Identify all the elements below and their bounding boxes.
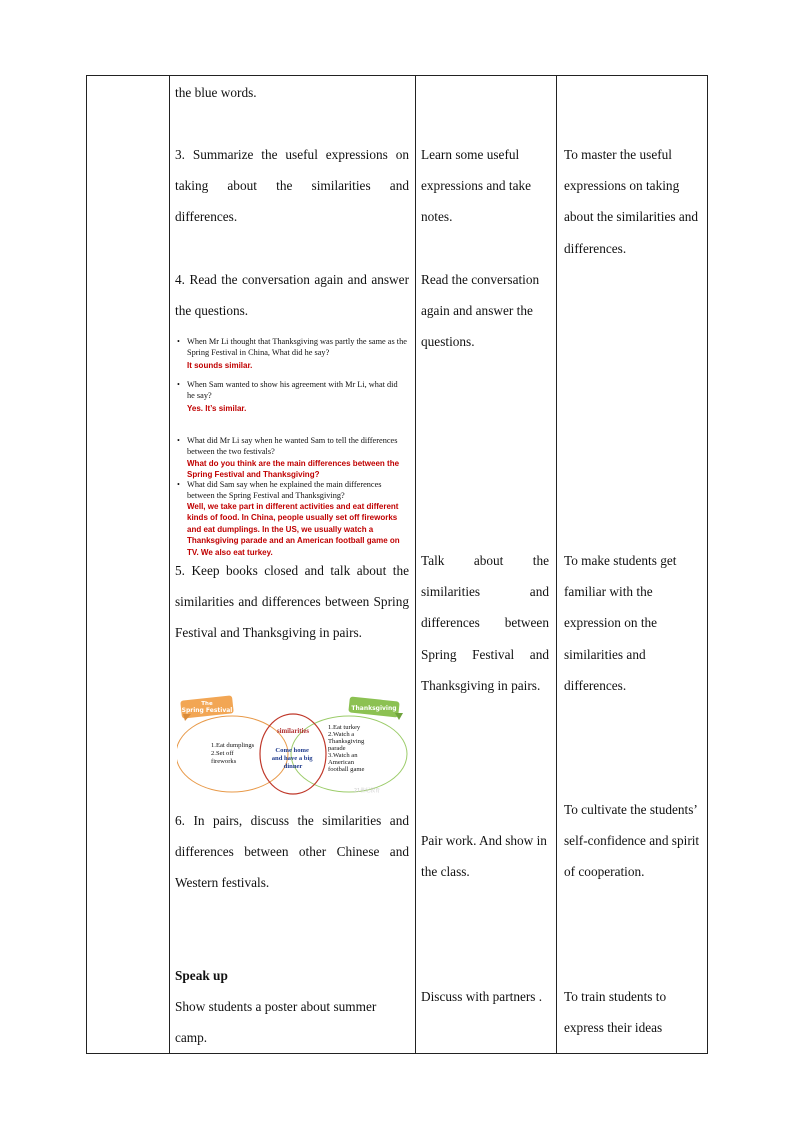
conversation-questions-figure: [177, 336, 407, 557]
student-activity-6: Pair work. And show in the class.: [421, 833, 547, 880]
student-activity-3: Learn some useful expressions and take notes.: [421, 147, 532, 225]
purpose-3: To master the useful expressions on taking about the similarities and differences.: [564, 147, 699, 256]
watermark: 21世纪教育: [353, 788, 381, 794]
question-2: • When Sam wanted to show his agreement with Mr Li, what did he say?: [177, 380, 398, 400]
bullet-icon: •: [177, 436, 180, 445]
answer-4: Well, we take part in different activities and eat different kinds of food. In China, people usually set off fireworks and eat dumplings. In the US, we usually watch a Thanksgiving parade and an American football game on TV. We also eat turkey.: [187, 502, 400, 557]
student-activity-4: Read the conversation again and answer the questions.: [421, 272, 540, 350]
speak-up-text: Show students a poster about summer camp.: [175, 999, 377, 1046]
spring-festival-tag-line1: The: [201, 701, 213, 707]
thanksgiving-items: 1.Eat turkey 2.Watch a Thanksgiving parade 3.Watch an American football game: [328, 724, 365, 773]
purpose-5: To make students get familiar with the expression on the similarities and differences.: [564, 553, 677, 693]
bullet-icon: •: [177, 480, 180, 489]
bullet-icon: •: [177, 380, 180, 389]
step-3-summarize: 3. Summarize the useful expressions on taking about the similarities and differences.: [175, 147, 409, 225]
speak-up-heading: Speak up: [175, 968, 228, 983]
spring-festival-items: 1.Eat dumplings 2.Set off fireworks: [211, 742, 255, 765]
question-3: • What did Mr Li say when he wanted Sam to tell the differences between the two festivals?: [177, 436, 398, 456]
answer-2: Yes. It’s similar.: [187, 404, 247, 413]
answer-1: It sounds similar.: [187, 361, 253, 370]
venn-diagram: [177, 694, 409, 796]
student-activity-7: Discuss with partners .: [421, 989, 543, 1004]
purpose-6: To cultivate the students’ self-confidence and spirit of cooperation.: [564, 802, 700, 880]
svg-text:Thanksgiving: Thanksgiving: [351, 705, 397, 712]
column-divider: [169, 76, 170, 1053]
question-1: • When Mr Li thought that Thanksgiving was partly the same as the Spring Festival in China, What did he say?: [177, 337, 407, 357]
bullet-icon: •: [177, 337, 180, 346]
similarities-items: Come home and have a big dinner: [271, 747, 313, 770]
purpose-7: To train students to express their ideas: [564, 989, 667, 1036]
column-divider: [556, 76, 557, 1053]
answer-3: What do you think are the main differences between the Spring Festival and Thanksgiving?: [187, 459, 400, 480]
question-4: • What did Sam say when he explained the main differences between the Spring Festival and Thanksgiving?: [177, 480, 382, 500]
step-6-discuss: 6. In pairs, discuss the similarities and differences between other Chinese and Western festivals.: [175, 813, 409, 891]
column-divider: [415, 76, 416, 1053]
student-activity-5: Talk about the similarities and differences between Spring Festival and Thanksgiving in pairs.: [421, 553, 549, 693]
spring-festival-tag-line2: Spring Festival: [181, 707, 233, 714]
step-5-talk: 5. Keep books closed and talk about the similarities and differences between Spring Festival and Thanksgiving in pairs.: [175, 563, 409, 641]
step-blue-words: the blue words.: [175, 85, 257, 100]
step-4-read: 4. Read the conversation again and answer the questions.: [175, 272, 409, 319]
similarities-title: similarities: [276, 728, 310, 735]
